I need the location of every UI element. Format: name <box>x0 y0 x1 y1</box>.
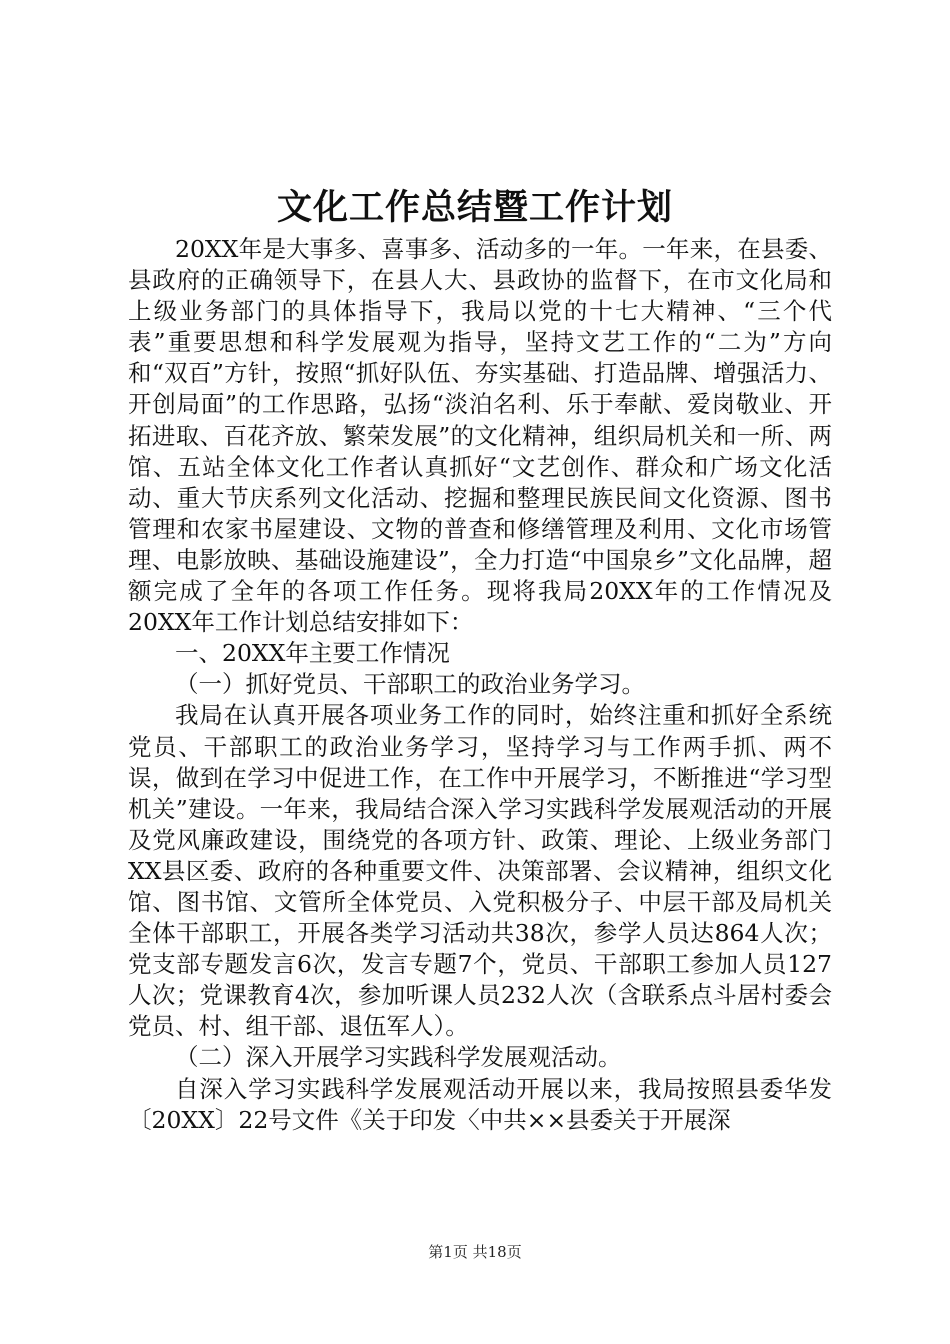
paragraph-study: 我局在认真开展各项业务工作的同时，始终注重和抓好全系统党员、干部职工的政治业务学习，坚持学习与工作两手抓、两不误，做到在学习中促进工作，在工作中开展学习，不断推进“学习型机关”建设。一年来，我局结合深入学习实践科学发展观活动的开展及党风廉政建设，围绕党的各项方针、政策、理论、上级业务部门XX县区委、政府的各种重要文件、决策部署、会议精神，组织文化馆、图书馆、文管所全体党员、入党积极分子、中层干部及局机关全体干部职工，开展各类学习活动共38次，参学人员达864人次；党支部专题发言6次，发言专题7个，党员、干部职工参加人员127人次；党课教育4次，参加听课人员232人次（含联系点斗居村委会党员、村、组干部、退伍军人）。 <box>128 701 832 1041</box>
subsection-heading: （一）抓好党员、干部职工的政治业务学习。 <box>175 670 645 699</box>
paragraph-practice: 自深入学习实践科学发展观活动开展以来，我局按照县委华发〔20XX〕22号文件《关于印发〈中共××县委关于开展深 <box>128 1074 832 1134</box>
section-heading: 一、20XX年主要工作情况 <box>175 639 450 668</box>
subsection-heading: （二）深入开展学习实践科学发展观活动。 <box>175 1043 622 1072</box>
document-title: 文化工作总结暨工作计划 <box>276 187 673 228</box>
document-body <box>128 234 832 1136</box>
page-number: 第1页 共18页 <box>428 1243 522 1261</box>
paragraph-intro: 20XX年是大事多、喜事多、活动多的一年。一年来，在县委、县政府的正确领导下，在县人大、县政协的监督下，在市文化局和上级业务部门的具体指导下，我局以党的十七大精神、“三个代表”重要思想和科学发展观为指导，坚持文艺工作的“二为”方向和“双百”方针，按照“抓好队伍、夯实基础、打造品牌、增强活力、开创局面”的工作思路，弘扬“淡泊名利、乐于奉献、爱岗敬业、开拓进取、百花齐放、繁荣发展”的文化精神，组织局机关和一所、两馆、五站全体文化工作者认真抓好“文艺创作、群众和广场文化活动、重大节庆系列文化活动、挖掘和整理民族民间文化资源、图书管理和农家书屋建设、文物的普查和修缮管理及利用、文化市场管理、电影放映、基础设施建设”，全力打造“中国泉乡”文化品牌，超额完成了全年的各项工作任务。现将我局20XX年的工作情况及20XX年工作计划总结安排如下： <box>128 235 832 637</box>
